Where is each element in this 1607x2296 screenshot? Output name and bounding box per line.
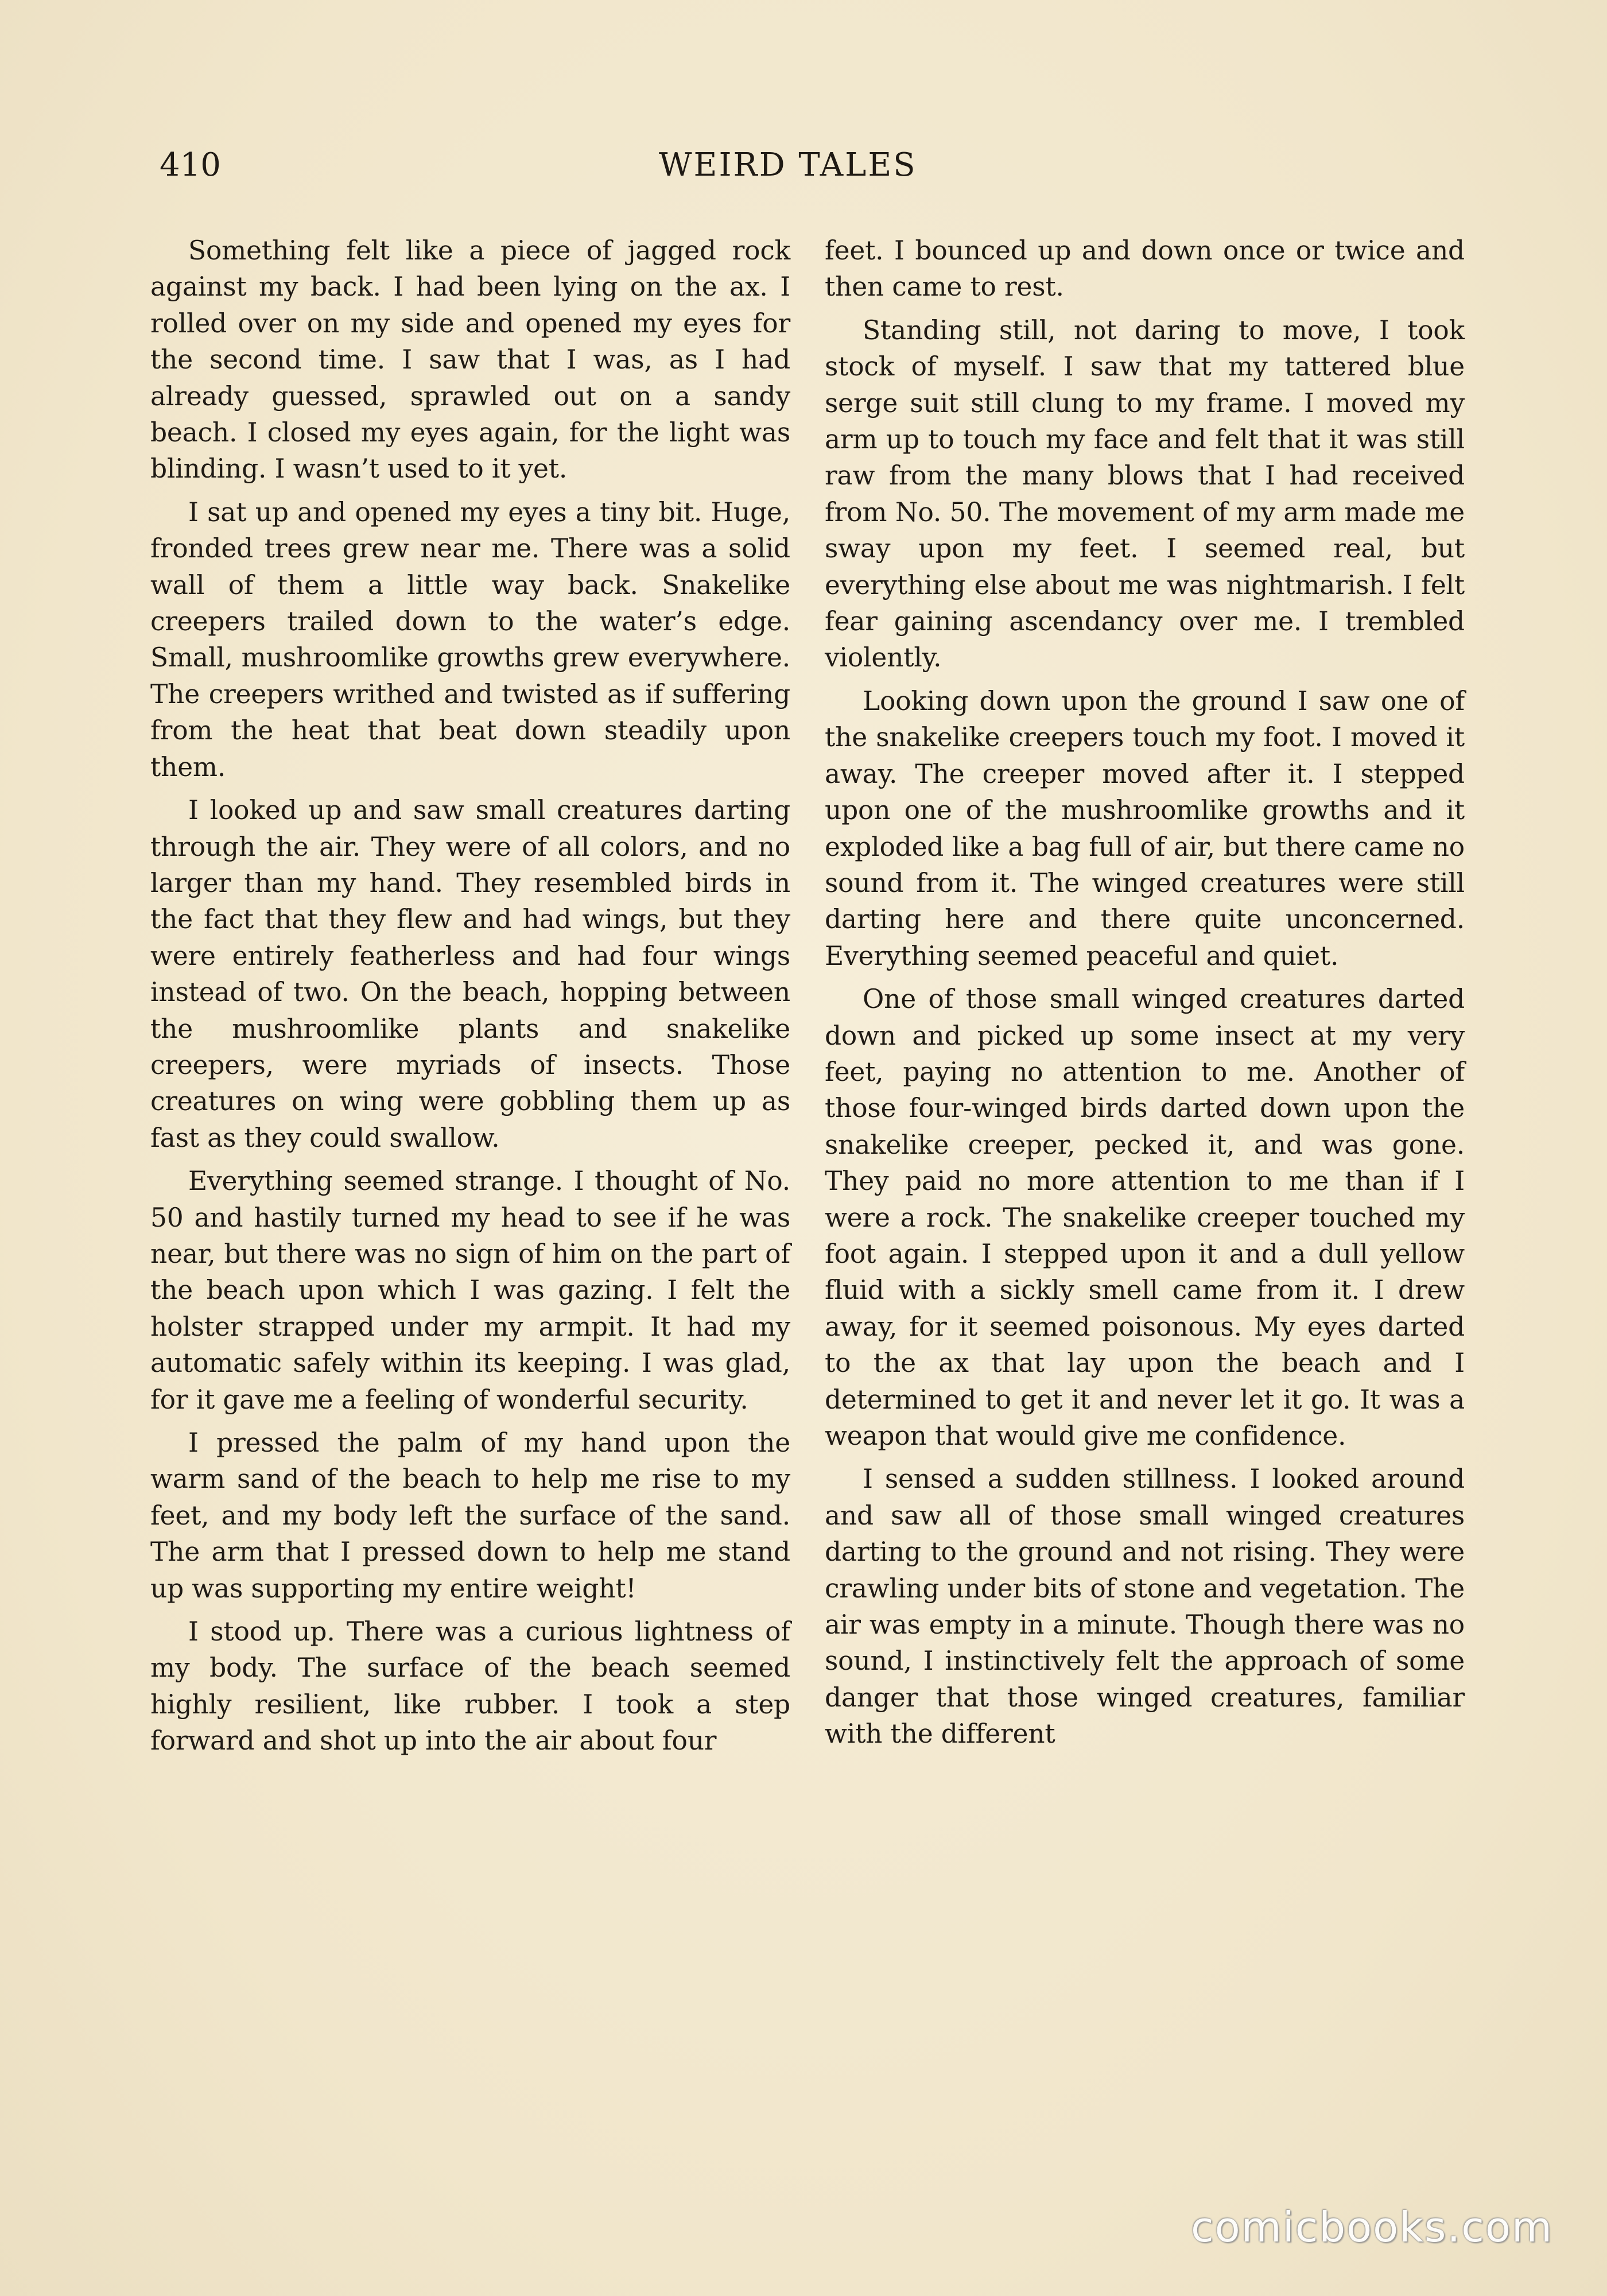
paragraph-continued: feet. I bounced up and down once or twice and then came to rest. bbox=[825, 235, 1465, 302]
paragraph: Something felt like a piece of jagged rock against my back. I had been lying on the ax. I rolled over on my side and opened my eyes for the second time. I saw that I was, as I had already guessed, sprawled out on a sandy beach. I closed my eyes again, for the light was blinding. I wasn’t used to it yet. bbox=[150, 235, 790, 484]
paragraph: Looking down upon the ground I saw one of the snakelike creepers touch my foot. I moved it away. The creeper moved after it. I stepped upon one of the mushroomlike growths and it exploded like a bag full of air, but there came no sound from it. The winged creatures were still darting here and there quite unconcerned. Everything seemed peaceful and quiet. bbox=[825, 685, 1465, 971]
paragraph: One of those small winged creatures darted down and picked up some insect at my very feet, paying no attention to me. Another of those four-winged birds darted down upon the snakelike creeper, pecked it, and was gone. They paid no more attention to me than if I were a rock. The snakelike creeper touched my foot again. I stepped upon it and a dull yellow fluid with a sickly smell came from it. I drew away, for it seemed poisonous. My eyes darted to the ax that lay upon the beach and I determined to get it and never let it go. It was a weapon that would give me confidence. bbox=[825, 984, 1465, 1451]
right-column bbox=[825, 232, 1465, 1759]
left-column bbox=[150, 232, 790, 1766]
paragraph: I stood up. There was a curious lightness of my body. The surface of the beach seemed highly resilient, like rubber. I took a step forward and shot up into the air about four bbox=[150, 1616, 790, 1756]
paragraph: I pressed the palm of my hand upon the warm sand of the beach to help me rise to my feet, and my body left the surface of the sand. The arm that I pressed down to help me stand up was supporting my entire weight! bbox=[150, 1428, 790, 1604]
paragraph: I sensed a sudden stillness. I looked around and saw all of those small winged creatures darting to the ground and not rising. They were crawling under bits of stone and vegetation. The air was empty in a minute. Though there was no sound, I instinctively felt the approach of some danger that those winged creatures, familiar with the different bbox=[825, 1464, 1465, 1750]
paragraph: Standing still, not daring to move, I took stock of myself. I saw that my tattered blue serge suit still clung to my frame. I moved my arm up to touch my face and felt that it was still raw from the many blows that I had received from No. 50. The movement of my arm made me sway upon my feet. I seemed real, but everything else about me was nightmarish. I felt fear gaining ascendancy over me. I trembled violently. bbox=[825, 315, 1465, 673]
watermark-logo: comicbooks.com bbox=[1191, 2203, 1554, 2251]
page-number: 410 bbox=[160, 146, 221, 184]
paragraph: I looked up and saw small creatures darting through the air. They were of all colors, and no larger than my hand. They resembled birds in the fact that they flew and had wings, but they were entirely featherless and had four wings instead of two. On the beach, hopping between the mushroomlike plants and snakelike creepers, were myriads of insects. Those creatures on wing were gobbling them up as fast as they could swallow. bbox=[150, 795, 790, 1153]
paragraph: Everything seemed strange. I thought of No. 50 and hastily turned my head to see if he was near, but there was no sign of him on the part of the beach upon which I was gazing. I felt the holster strapped under my armpit. It had my automatic safely within its keeping. I was glad, for it gave me a feeling of wonderful security. bbox=[150, 1166, 790, 1415]
running-title: WEIRD TALES bbox=[659, 146, 917, 184]
page-header bbox=[160, 146, 1537, 192]
paragraph: I sat up and opened my eyes a tiny bit. Huge, fronded trees grew near me. There was a solid wall of them a little way back. Snakelike creepers trailed down to the water’s edge. Small, mushroomlike growths grew everywhere. The creepers writhed and twisted as if suffering from the heat that beat down steadily upon them. bbox=[150, 497, 790, 782]
